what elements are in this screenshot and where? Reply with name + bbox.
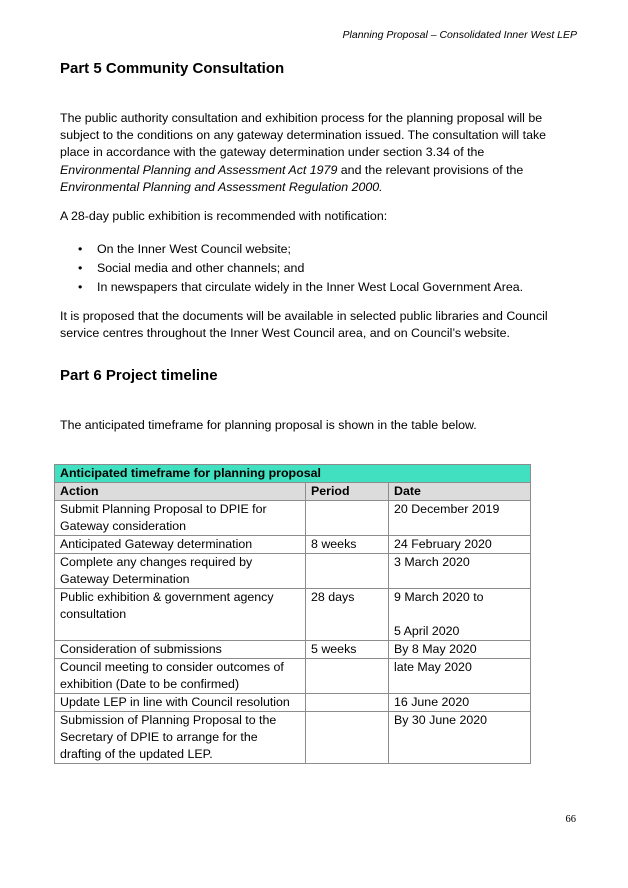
action-cell: Submit Planning Proposal to DPIE for Gateway consideration [55, 501, 306, 536]
period-cell: 5 weeks [306, 641, 389, 659]
date-cell: By 30 June 2020 [389, 712, 531, 764]
date-start: 9 March 2020 to [394, 590, 484, 604]
period-cell [306, 712, 389, 764]
notification-list [60, 240, 523, 298]
list-item: • On the Inner West Council website; [60, 240, 523, 259]
regulation-title: Environmental Planning and Assessment Regulation 2000. [60, 179, 383, 194]
timeline-intro: The anticipated timeframe for planning proposal is shown in the table below. [60, 418, 477, 432]
period-cell: 28 days [306, 589, 389, 641]
period-cell [306, 659, 389, 694]
action-cell: Submission of Planning Proposal to the Secretary of DPIE to arrange for the drafting of the updated LEP. [55, 712, 306, 764]
act-title: Environmental Planning and Assessment Act 1979 [60, 162, 338, 177]
table-row [55, 641, 531, 659]
date-cell: 16 June 2020 [389, 694, 531, 712]
action-cell: Consideration of submissions [55, 641, 306, 659]
date-cell: 20 December 2019 [389, 501, 531, 536]
action-cell: Update LEP in line with Council resolution [55, 694, 306, 712]
period-cell: 8 weeks [306, 536, 389, 554]
period-cell [306, 694, 389, 712]
running-header: Planning Proposal – Consolidated Inner West LEP [342, 29, 577, 41]
action-cell: Anticipated Gateway determination [55, 536, 306, 554]
list-item: • Social media and other channels; and [60, 259, 523, 278]
exhibition-paragraph: A 28-day public exhibition is recommended with notification: [60, 209, 388, 223]
date-cell [389, 589, 531, 641]
table-row [55, 589, 531, 641]
period-cell [306, 554, 389, 589]
column-header-date: Date [389, 483, 531, 501]
table-row [55, 659, 531, 694]
table-row [55, 694, 531, 712]
date-end: 5 April 2020 [394, 624, 460, 638]
page-number: 66 [565, 814, 576, 825]
table-row [55, 554, 531, 589]
date-cell: By 8 May 2020 [389, 641, 531, 659]
para1-text-a: The public authority consultation and exhibition process for the planning proposal will be subject to the conditions on any gateway determination issued. The consultation will take place in accordance with the gateway determination under section 3.34 of the [60, 111, 547, 160]
table-row [55, 501, 531, 536]
table-row [55, 536, 531, 554]
para1-text-b: and the relevant provisions of the [337, 162, 524, 177]
column-header-action: Action [55, 483, 306, 501]
part5-heading: Part 5 Community Consultation [60, 60, 285, 77]
consultation-paragraph [60, 110, 565, 196]
timeline-table [54, 464, 531, 764]
list-item: • In newspapers that circulate widely in the Inner West Local Government Area. [60, 278, 523, 297]
column-header-period: Period [306, 483, 389, 501]
date-cell: 24 February 2020 [389, 536, 531, 554]
part6-heading: Part 6 Project timeline [60, 367, 218, 384]
action-cell: Public exhibition & government agency consultation [55, 589, 306, 641]
date-cell: 3 March 2020 [389, 554, 531, 589]
table-row [55, 712, 531, 764]
date-cell: late May 2020 [389, 659, 531, 694]
availability-paragraph: It is proposed that the documents will be available in selected public libraries and Council service centres throughout the Inner West Council area, and on Council’s website. [60, 309, 548, 341]
period-cell [306, 501, 389, 536]
table-caption: Anticipated timeframe for planning proposal [55, 465, 531, 483]
action-cell: Council meeting to consider outcomes of exhibition (Date to be confirmed) [55, 659, 306, 694]
action-cell: Complete any changes required by Gateway Determination [55, 554, 306, 589]
